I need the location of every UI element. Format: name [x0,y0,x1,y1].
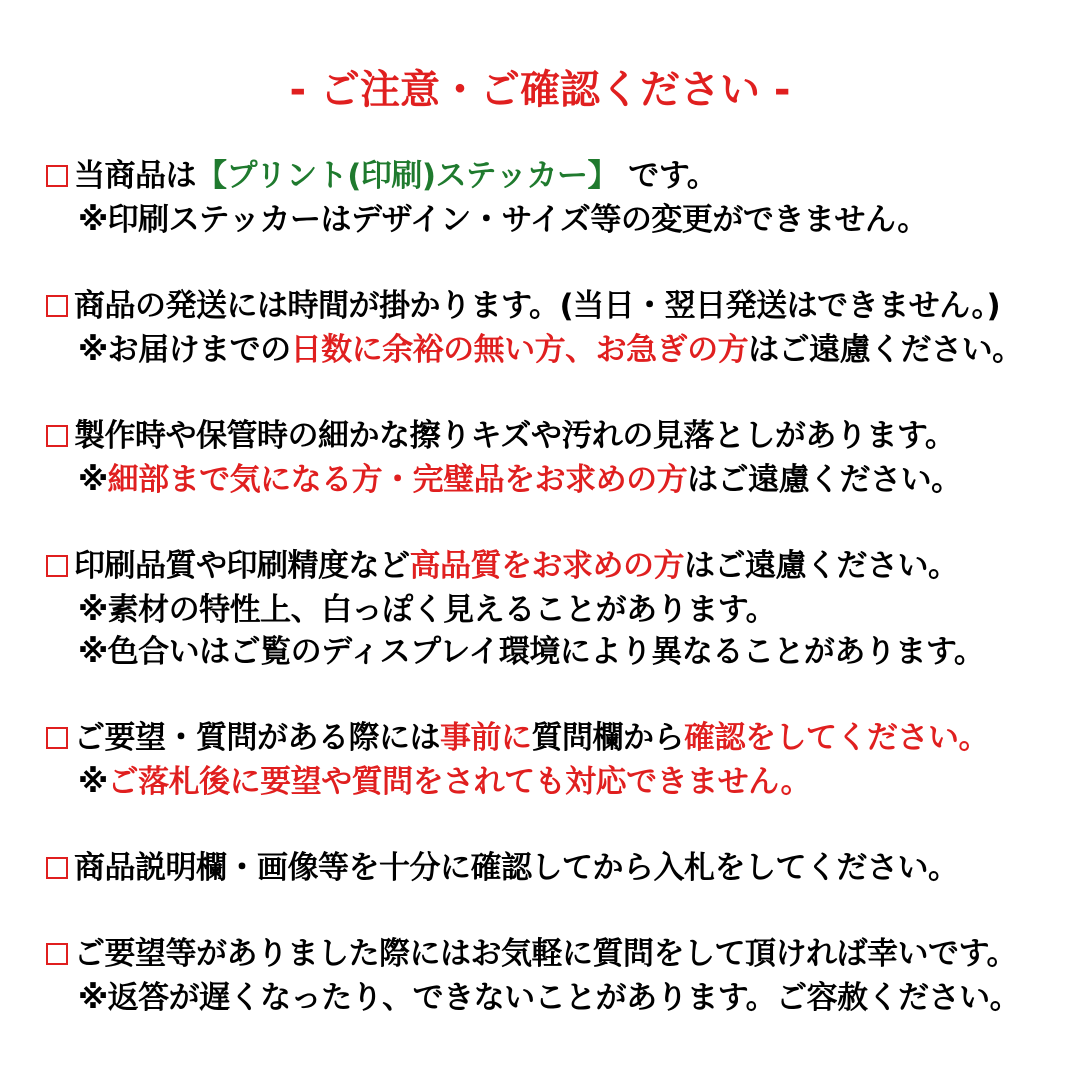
item-text: はご遠慮ください。 [684,548,959,584]
notice-item-scratches-note [78,458,962,502]
notice-item-material-note: ※素材の特性上、白っぽく見えることがあります。 [78,592,777,628]
notice-item-reply-note: ※返答が遅くなったり、できないことがあります。ご容赦ください。 [78,980,1021,1016]
item-text: ご要望等がありました際にはお気軽に質問をして頂ければ幸いです。 [74,936,1018,972]
notice-item-product-type-note: ※印刷ステッカーはデザイン・サイズ等の変更ができません。 [78,202,928,238]
item-text: ※お届けまでの [78,332,291,368]
item-text: ご要望・質問がある際には [74,720,440,756]
notice-item-feel-free [46,932,1017,976]
item-highlight-red: 事前に [440,720,532,756]
notice-item-print-quality [46,544,959,588]
checkbox-icon [46,425,68,447]
item-text: 商品説明欄・画像等を十分に確認してから入札をしてください。 [74,850,959,886]
checkbox-icon [46,165,68,187]
page-title: - ご注意・ご確認ください - [289,67,791,113]
item-highlight-red: 細部まで気になる方・完璧品をお求めの方 [107,462,688,498]
notice-item-product-type [46,154,717,198]
item-text: はご遠慮ください。 [748,332,1023,368]
item-text: 商品の発送には時間が掛かります。(当日・翌日発送はできません。) [74,288,1001,324]
notice-item-scratches [46,414,955,458]
item-text: ※ [78,764,108,800]
item-highlight-red: 確認をしてください。 [684,720,989,756]
item-highlight-green: 【プリント(印刷)ステッカー】 [196,158,618,194]
checkbox-icon [46,295,68,317]
item-text: ※ [78,462,108,498]
checkbox-icon [46,857,68,879]
item-text: です。 [617,158,718,194]
item-text: 当商品は [74,158,196,194]
item-text: 質問欄から [531,720,684,756]
checkbox-icon [46,555,68,577]
notice-item-color-note: ※色合いはご覧のディスプレイ環境により異なることがあります。 [78,634,985,670]
notice-item-confirm-description [46,846,959,890]
item-text: はご遠慮ください。 [687,462,962,498]
item-highlight-red: 日数に余裕の無い方、お急ぎの方 [290,332,749,368]
notice-item-questions-note [78,760,811,804]
item-highlight-red: ご落札後に要望や質問をされても対応できません。 [107,764,811,800]
item-highlight-red: 高品質をお求めの方 [409,548,684,584]
item-text: 製作時や保管時の細かな擦りキズや汚れの見落としがあります。 [74,418,956,454]
notice-item-shipping [46,284,1000,328]
checkbox-icon [46,943,68,965]
notice-item-questions [46,716,989,760]
item-text: 印刷品質や印刷精度など [74,548,410,584]
checkbox-icon [46,727,68,749]
notice-item-shipping-note [78,328,1023,372]
